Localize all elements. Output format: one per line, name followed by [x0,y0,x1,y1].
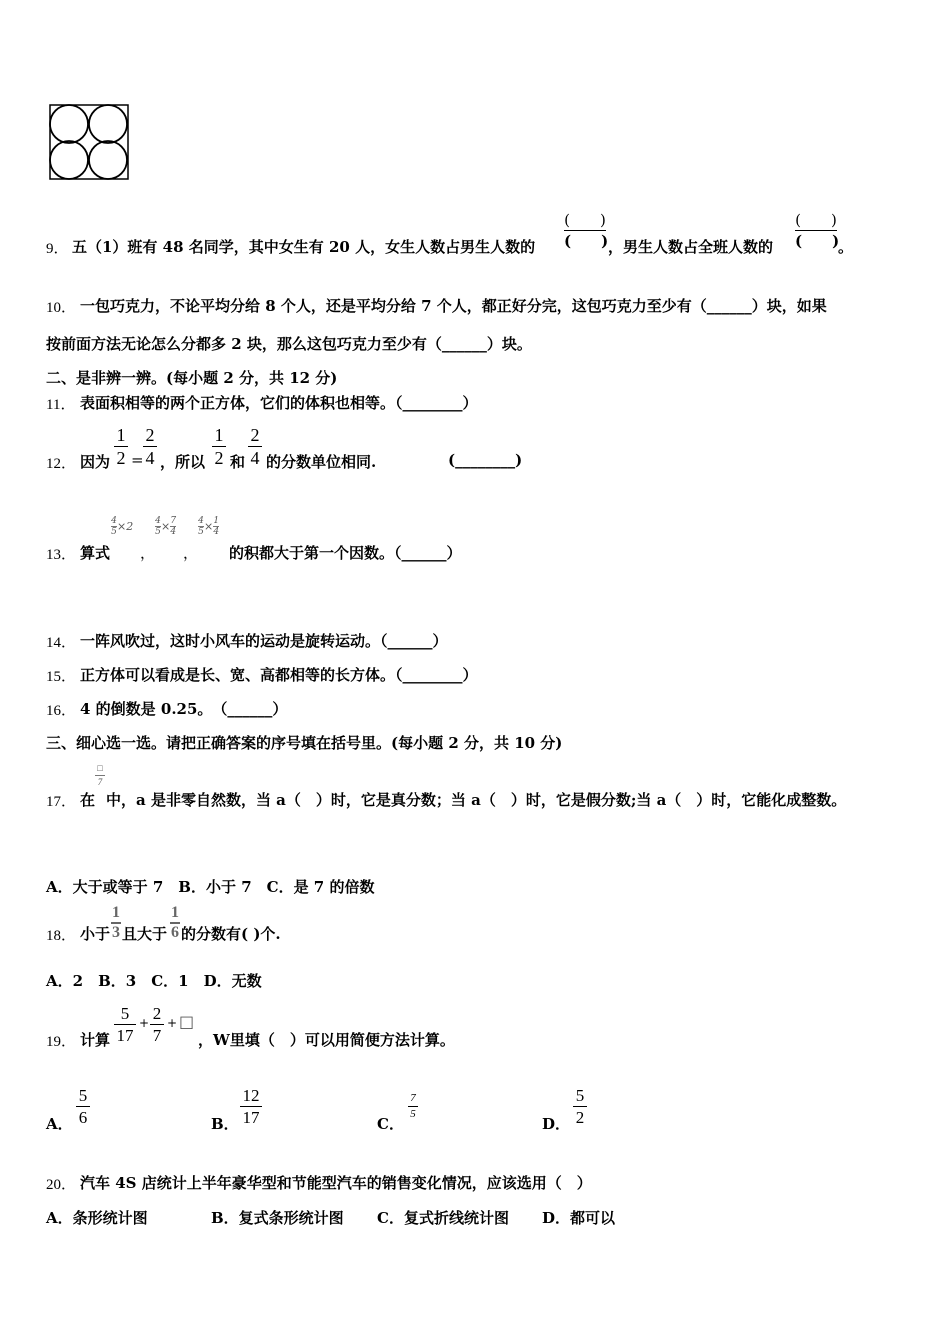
question-17-options: A．大于或等于 7 B．小于 7 C．是 7 的倍数 [46,878,375,896]
expression-1: $\frac{4}{5}$ ×2 [111,516,134,537]
expression-3: $\frac{4}{5}$ × $\frac{1}{4}$ [198,516,220,537]
fraction: 1 2 [114,426,128,467]
fraction: 5 6 [76,1087,90,1126]
fraction: 1 3 [112,904,120,941]
fraction: 2 4 [143,426,157,467]
fraction: 1 2 [212,426,226,467]
four-circles-figure [48,103,132,181]
section-3-heading: 三、细心选一选。请把正确答案的序号填在括号里。(每小题 2 分，共 10 分) [46,734,563,752]
question-18-options: A．2 B．3 C．1 D．无数 [46,972,262,990]
fraction: 2 7 [150,1005,164,1044]
fraction: 1 6 [171,904,179,941]
fraction: □ 7 [95,764,105,787]
answer-fraction-blank-1[interactable]: ( ) ( ) [564,211,609,250]
section-2-heading: 二、是非辨一辨。(每小题 2 分，共 12 分) [46,369,338,387]
fraction: 5 17 [114,1005,136,1044]
fraction: 5 2 [573,1087,587,1126]
fraction: 7 5 [408,1093,418,1120]
fraction: 2 4 [248,426,262,467]
fraction: 12 17 [240,1087,262,1126]
expression-2: $\frac{4}{5}$ × $\frac{7}{4}$ [155,516,177,537]
answer-fraction-blank-2[interactable]: ( ) ( ) [795,211,840,250]
